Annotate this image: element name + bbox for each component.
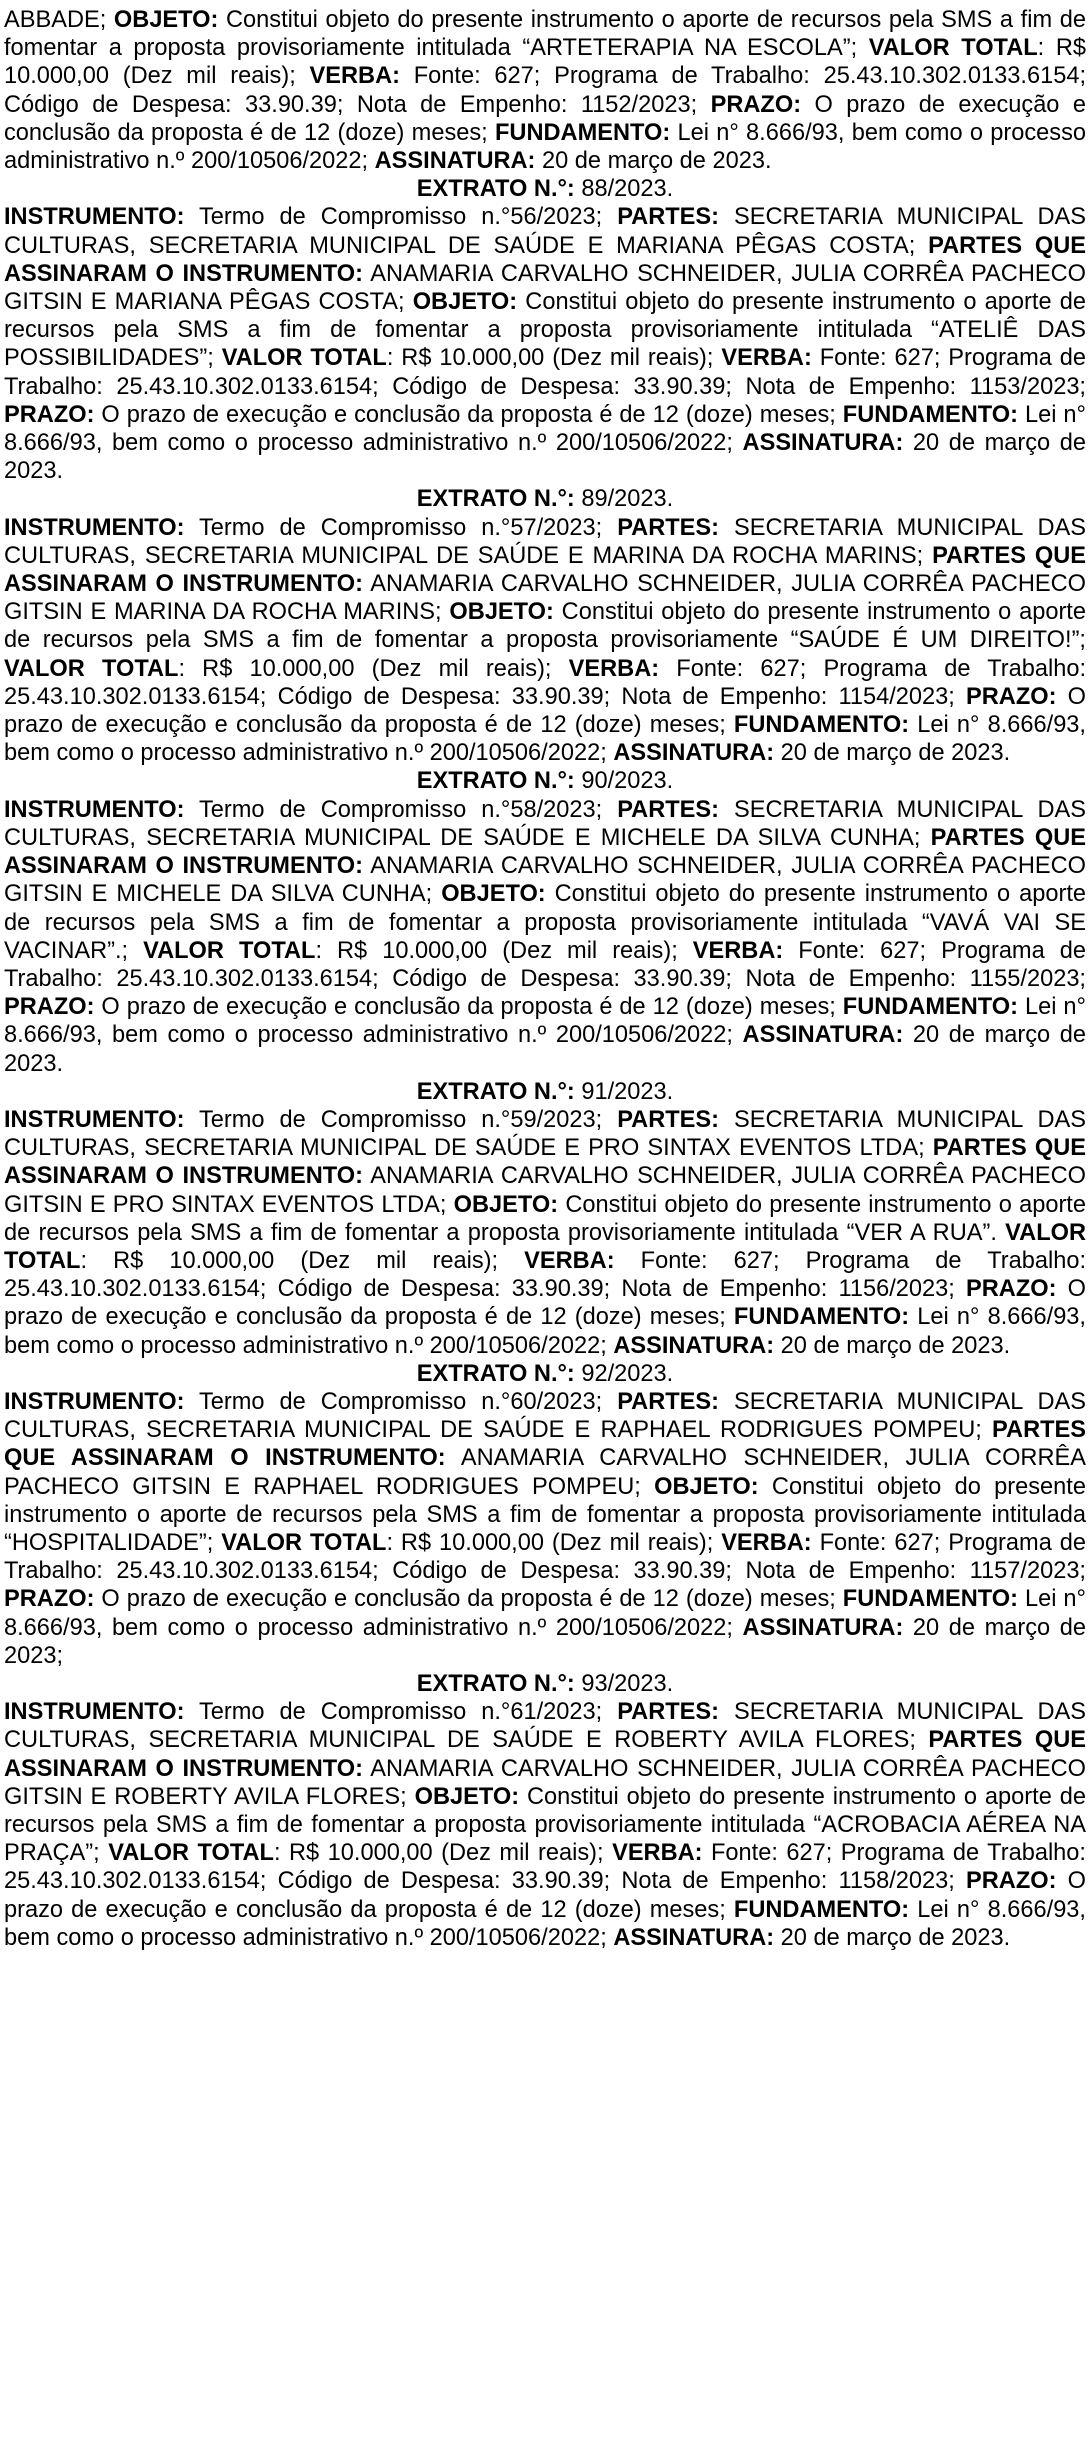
field-text: Constitui objeto do presente instrumento o aporte de recursos pela SMS a fim de fomentar a proposta provisoriamente intitulada “ACROBACIA AÉREA NA PRAÇA”; (4, 1783, 1086, 1867)
extrato-number: 90/2023. (574, 768, 674, 795)
field-label: OBJETO: (453, 1191, 559, 1218)
extrato-label: EXTRATO N.°: (416, 1360, 575, 1387)
field-text: : R$ 10.000,00 (Dez mil reais); (273, 1840, 613, 1867)
field-text: O prazo de execução e conclusão da proposta é de 12 (doze) meses; (94, 994, 843, 1021)
field-text: : R$ 10.000,00 (Dez mil reais); (80, 1247, 525, 1274)
field-text: Lei n° 8.666/93, bem como o processo administrativo n.º 200/10506/2022; (4, 1896, 1086, 1951)
field-text: Termo de Compromisso n.°56/2023; (184, 204, 618, 231)
field-label: FUNDAMENTO: (733, 712, 910, 739)
field-text: ANAMARIA CARVALHO SCHNEIDER, JULIA CORRÊA PACHECO GITSIN E MARINA DA ROCHA MARINS; (4, 571, 1086, 626)
field-label: PARTES: (617, 1388, 719, 1415)
field-text: O prazo de execução e conclusão da proposta é de 12 (doze) meses; (4, 1276, 1086, 1331)
field-label: PARTES: (617, 204, 719, 231)
field-label: OBJETO: (414, 1783, 520, 1810)
extrato-label: EXTRATO N.°: (416, 768, 575, 795)
field-text: 20 de março de 2023. (774, 1924, 1011, 1951)
field-text: SECRETARIA MUNICIPAL DAS CULTURAS, SECRETARIA MUNICIPAL DE SAÚDE E PRO SINTAX EVENTOS LTDA; (4, 1106, 1086, 1162)
field-text: Constitui objeto do presente instrumento o aporte de recursos pela SMS a fim de fomentar a proposta provisoriamente “SAÚDE É UM DIREITO!”; (4, 599, 1086, 654)
extrato-heading (4, 485, 1086, 513)
field-label: PARTES QUE ASSINARAM O INSTRUMENTO: (4, 1417, 1086, 1472)
field-text: Lei n° 8.666/93, bem como o processo administrativo n.º 200/10506/2022; (4, 1586, 1086, 1641)
field-text: ANAMARIA CARVALHO SCHNEIDER, JULIA CORRÊA PACHECO GITSIN E PRO SINTAX EVENTOS LTDA; (4, 1163, 1086, 1218)
field-label: ASSINATURA: (742, 430, 904, 457)
field-label: INSTRUMENTO: (4, 204, 185, 231)
field-text: Termo de Compromisso n.°60/2023; (184, 1388, 618, 1415)
extrato-body (4, 514, 1086, 768)
extrato-number: 89/2023. (574, 486, 674, 513)
extrato-body (4, 203, 1086, 485)
extrato-heading (4, 1078, 1086, 1106)
field-label: VERBA: (568, 655, 660, 682)
field-label: ASSINATURA: (613, 740, 775, 767)
field-label: PRAZO: (4, 994, 95, 1021)
field-label: FUNDAMENTO: (842, 1586, 1018, 1613)
field-label: VERBA: (612, 1840, 703, 1867)
extrato-body-continued (4, 6, 1086, 175)
field-text: Fonte: 627; Programa de Trabalho: 25.43.10.302.0133.6154; Código de Despesa: 33.90.39; Nota de Empenho: 1152/2023; (4, 63, 1086, 118)
field-label: PRAZO: (710, 91, 802, 118)
field-label: FUNDAMENTO: (733, 1896, 910, 1923)
field-text: 20 de março de 2023. (4, 1022, 1086, 1077)
field-label: PRAZO: (4, 401, 95, 428)
field-label: VERBA: (721, 1529, 812, 1556)
field-label: PRAZO: (966, 683, 1057, 710)
field-text: ABBADE; (4, 7, 114, 33)
field-label: INSTRUMENTO: (4, 1106, 185, 1133)
field-text: 20 de março de 2023. (535, 148, 772, 175)
extrato-label: EXTRATO N.°: (416, 1078, 575, 1105)
extrato-heading (4, 175, 1086, 203)
field-text: SECRETARIA MUNICIPAL DAS CULTURAS, SECRETARIA MUNICIPAL DE SAÚDE E MICHELE DA SILVA CUNHA; (4, 796, 1086, 851)
field-text: Constitui objeto do presente instrumento o aporte de recursos pela SMS a fim de fomentar a proposta provisoriamente intitulada “HOSPITALIDADE”; (4, 1473, 1086, 1556)
field-text: SECRETARIA MUNICIPAL DAS CULTURAS, SECRETARIA MUNICIPAL DE SAÚDE E RAPHAEL RODRIGUES POMPEU; (4, 1388, 1086, 1444)
field-text: SECRETARIA MUNICIPAL DAS CULTURAS, SECRETARIA MUNICIPAL DE SAÚDE E ROBERTY AVILA FLORES; (4, 1699, 1086, 1754)
field-text: Lei n° 8.666/93, bem como o processo administrativo n.º 200/10506/2022; (4, 119, 1086, 175)
extrato-label: EXTRATO N.°: (416, 486, 575, 513)
field-text: : R$ 10.000,00 (Dez mil reais); (386, 345, 722, 372)
field-text: : R$ 10.000,00 (Dez mil reais); (4, 35, 1086, 90)
field-label: INSTRUMENTO: (4, 1699, 185, 1726)
field-label: VERBA: (721, 345, 812, 372)
field-label: VALOR TOTAL (221, 1529, 387, 1556)
extrato-heading (4, 1670, 1086, 1698)
field-text: O prazo de execução e conclusão da proposta é de 12 (doze) meses; (4, 683, 1086, 739)
field-label: VERBA: (309, 63, 400, 90)
field-text: Termo de Compromisso n.°58/2023; (184, 796, 618, 823)
field-label: PARTES QUE ASSINARAM O INSTRUMENTO: (4, 1727, 1086, 1782)
field-label: PARTES QUE ASSINARAM O INSTRUMENTO: (4, 232, 1086, 287)
field-label: PARTES: (617, 796, 719, 823)
field-label: PRAZO: (966, 1868, 1057, 1895)
extrato-body (4, 796, 1086, 1078)
field-label: OBJETO: (441, 881, 546, 908)
field-text: 20 de março de 2023. (4, 430, 1086, 485)
field-label: ASSINATURA: (742, 1022, 904, 1049)
field-label: INSTRUMENTO: (4, 1388, 185, 1415)
field-label: PARTES: (617, 514, 719, 541)
field-text: Lei n° 8.666/93, bem como o processo administrativo n.º 200/10506/2022; (4, 1304, 1086, 1359)
field-label: VALOR TOTAL (108, 1840, 274, 1867)
field-text: O prazo de execução e conclusão da proposta é de 12 (doze) meses; (4, 91, 1086, 146)
extratos-list (4, 175, 1086, 1952)
field-text: Termo de Compromisso n.°57/2023; (184, 514, 618, 541)
extrato-body (4, 1388, 1086, 1670)
field-text: Termo de Compromisso n.°59/2023; (184, 1106, 618, 1133)
field-text: Lei n° 8.666/93, bem como o processo administrativo n.º 200/10506/2022; (4, 712, 1086, 767)
field-label: OBJETO: (449, 599, 554, 626)
field-text: Constitui objeto do presente instrumento o aporte de recursos pela SMS a fim de fomentar a proposta provisoriamente intitulada “ARTETERAPIA NA ESCOLA”; (4, 7, 1086, 62)
extrato-heading (4, 767, 1086, 795)
field-text: O prazo de execução e conclusão da proposta é de 12 (doze) meses; (4, 1868, 1086, 1923)
field-text: SECRETARIA MUNICIPAL DAS CULTURAS, SECRETARIA MUNICIPAL DE SAÚDE E MARINA DA ROCHA MARINS; (4, 514, 1086, 569)
extrato-label: EXTRATO N.°: (416, 176, 575, 203)
extrato-number: 91/2023. (574, 1078, 674, 1105)
field-label: PARTES: (617, 1699, 719, 1726)
extrato-number: 93/2023. (574, 1670, 674, 1697)
field-label: FUNDAMENTO: (842, 401, 1018, 428)
field-text: O prazo de execução e conclusão da proposta é de 12 (doze) meses; (94, 1586, 843, 1613)
field-text: SECRETARIA MUNICIPAL DAS CULTURAS, SECRETARIA MUNICIPAL DE SAÚDE E MARIANA PÊGAS COSTA; (4, 204, 1086, 259)
field-label: PRAZO: (966, 1276, 1057, 1303)
field-text: Fonte: 627; Programa de Trabalho: 25.43.10.302.0133.6154; Código de Despesa: 33.90.39; Nota de Empenho: 1153/2023; (4, 345, 1086, 400)
field-text: ANAMARIA CARVALHO SCHNEIDER, JULIA CORRÊA PACHECO GITSIN E RAPHAEL RODRIGUES POMPEU; (4, 1445, 1086, 1500)
field-text: Constitui objeto do presente instrumento o aporte de recursos pela SMS a fim de fomentar a proposta provisoriamente intitulada “ATELIÊ DAS POSSIBILIDADES”; (4, 289, 1086, 372)
extrato-body (4, 1106, 1086, 1360)
field-label: OBJETO: (412, 289, 518, 316)
field-label: VALOR TOTAL (4, 655, 179, 682)
field-text: Constitui objeto do presente instrumento o aporte de recursos pela SMS a fim de fomentar a proposta provisoriamente intitulada “VER A RUA”. (4, 1191, 1086, 1246)
field-label: INSTRUMENTO: (4, 796, 185, 823)
field-text: : R$ 10.000,00 (Dez mil reais); (386, 1529, 722, 1556)
field-label: VERBA: (524, 1247, 615, 1274)
field-label: ASSINATURA: (613, 1924, 775, 1951)
field-label: VALOR TOTAL (4, 1219, 1086, 1274)
field-label: FUNDAMENTO: (733, 1304, 910, 1331)
extrato-number: 88/2023. (574, 176, 674, 203)
field-text: Fonte: 627; Programa de Trabalho: 25.43.10.302.0133.6154; Código de Despesa: 33.90.39; Nota de Empenho: 1154/2023; (4, 655, 1086, 710)
field-label: VALOR TOTAL (143, 937, 316, 964)
field-text: Lei n° 8.666/93, bem como o processo administrativo n.º 200/10506/2022; (4, 994, 1086, 1049)
field-text: Constitui objeto do presente instrumento o aporte de recursos pela SMS a fim de fomentar a proposta provisoriamente intitulada “VAVÁ VAI SE VACINAR”.; (4, 881, 1086, 964)
field-label: VERBA: (692, 937, 784, 964)
field-label: ASSINATURA: (613, 1332, 775, 1359)
field-label: ASSINATURA: (374, 148, 536, 175)
field-text: O prazo de execução e conclusão da proposta é de 12 (doze) meses; (94, 401, 843, 428)
extrato-heading (4, 1360, 1086, 1388)
field-text: Fonte: 627; Programa de Trabalho: 25.43.10.302.0133.6154; Código de Despesa: 33.90.39; Nota de Empenho: 1155/2023; (4, 937, 1086, 992)
field-text: ANAMARIA CARVALHO SCHNEIDER, JULIA CORRÊA PACHECO GITSIN E MICHELE DA SILVA CUNHA; (4, 853, 1086, 908)
field-text: 20 de março de 2023. (774, 1332, 1011, 1359)
field-label: PRAZO: (4, 1586, 95, 1613)
field-label: FUNDAMENTO: (495, 119, 671, 146)
extrato-label: EXTRATO N.°: (416, 1670, 575, 1697)
field-label: ASSINATURA: (742, 1614, 904, 1641)
field-label: PARTES QUE ASSINARAM O INSTRUMENTO: (4, 824, 1086, 880)
field-text: ANAMARIA CARVALHO SCHNEIDER, JULIA CORRÊA PACHECO GITSIN E ROBERTY AVILA FLORES; (4, 1755, 1086, 1810)
field-label: FUNDAMENTO: (842, 994, 1018, 1021)
field-label: PARTES QUE ASSINARAM O INSTRUMENTO: (4, 542, 1086, 598)
field-text: ANAMARIA CARVALHO SCHNEIDER, JULIA CORRÊA PACHECO GITSIN E MARIANA PÊGAS COSTA; (4, 260, 1086, 316)
field-text: Fonte: 627; Programa de Trabalho: 25.43.10.302.0133.6154; Código de Despesa: 33.90.39; Nota de Empenho: 1157/2023; (4, 1529, 1086, 1585)
field-label: VALOR TOTAL (221, 345, 387, 372)
extrato-body (4, 1698, 1086, 1952)
field-text: 20 de março de 2023. (774, 740, 1011, 767)
field-text: 20 de março de 2023; (4, 1614, 1086, 1669)
field-text: Fonte: 627; Programa de Trabalho: 25.43.10.302.0133.6154; Código de Despesa: 33.90.39; Nota de Empenho: 1156/2023; (4, 1247, 1086, 1303)
field-label: OBJETO: (654, 1473, 759, 1500)
field-text: : R$ 10.000,00 (Dez mil reais); (315, 937, 693, 964)
field-label: INSTRUMENTO: (4, 514, 185, 541)
extrato-number: 92/2023. (574, 1360, 674, 1387)
field-label: PARTES QUE ASSINARAM O INSTRUMENTO: (4, 1135, 1086, 1190)
field-text: Lei n° 8.666/93, bem como o processo administrativo n.º 200/10506/2022; (4, 401, 1086, 457)
field-label: VALOR TOTAL (868, 35, 1038, 62)
field-text: : R$ 10.000,00 (Dez mil reais); (178, 655, 569, 682)
field-text: Termo de Compromisso n.°61/2023; (184, 1699, 618, 1726)
field-label: PARTES: (617, 1106, 719, 1133)
field-text: Fonte: 627; Programa de Trabalho: 25.43.10.302.0133.6154; Código de Despesa: 33.90.39; Nota de Empenho: 1158/2023; (4, 1840, 1086, 1895)
field-label: OBJETO: (113, 7, 219, 33)
